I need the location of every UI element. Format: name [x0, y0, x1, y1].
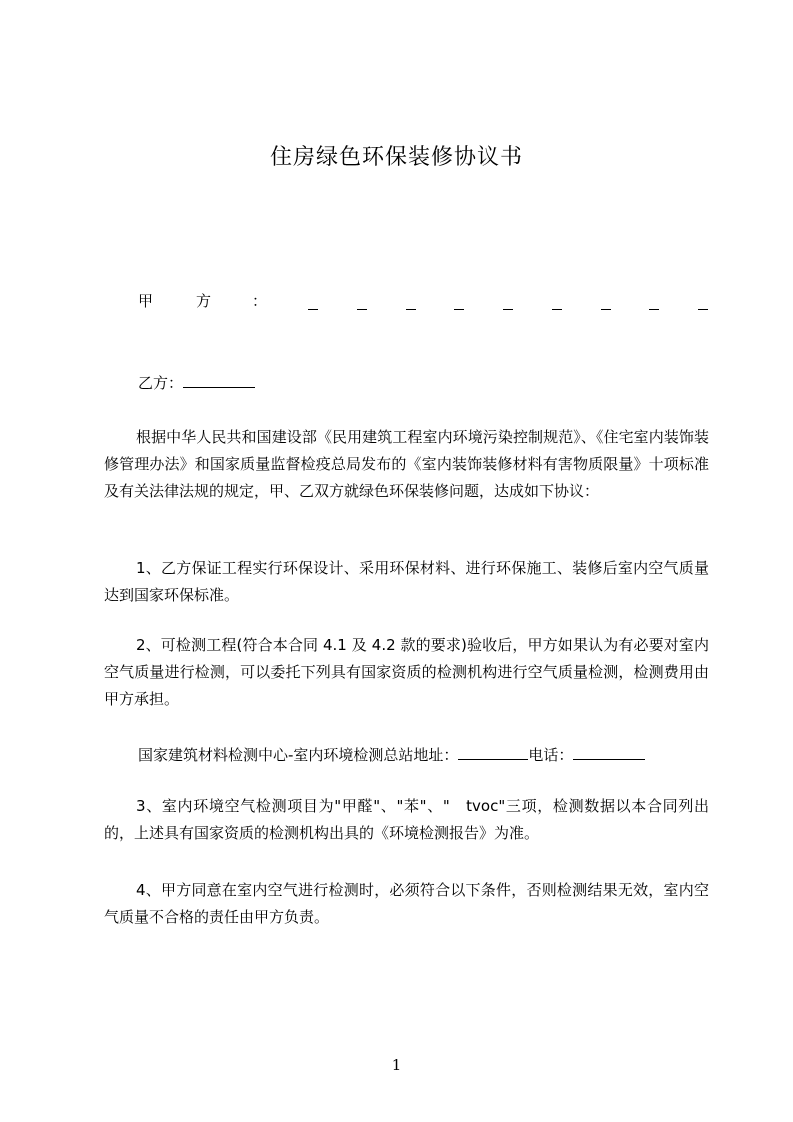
clause-4: 4、甲方同意在室内空气进行检测时，必须符合以下条件，否则检测结果无效，室内空气质量不合格的责任由甲方负责。 — [104, 881, 709, 926]
agency-line — [138, 744, 645, 765]
party-a-colon: ： — [252, 292, 268, 310]
agency-phone-label: 电话： — [528, 746, 574, 764]
party-b-label: 乙方： — [138, 374, 184, 392]
party-a-char-1: 甲 — [138, 292, 154, 310]
party-a-blank — [308, 290, 708, 310]
document-title: 住房绿色环保装修协议书 — [269, 145, 523, 170]
clause-1: 1、乙方保证工程实行环保设计、采用环保材料、进行环保施工、装修后室内空气质量达到国家环保标准。 — [104, 559, 709, 604]
party-a-line — [138, 290, 718, 318]
party-a-char-2: 方 — [196, 292, 212, 310]
agency-phone-blank — [573, 745, 645, 760]
page-number: 1 — [391, 1056, 402, 1074]
party-b-line — [138, 372, 255, 393]
agency-address-blank — [458, 745, 528, 760]
intro-paragraph: 根据中华人民共和国建设部《民用建筑工程室内环境污染控制规范》、《住宅室内装饰装修管理办法》和国家质量监督检疫总局发布的《室内装饰装修材料有害物质限量》十项标准及有关法律法规的规定，甲、乙双方就绿色环保装修问题，达成如下协议： — [104, 428, 709, 500]
clause-3: 3、室内环境空气检测项目为"甲醛"、"苯"、" tvoc"三项，检测数据以本合同列出的，上述具有国家资质的检测机构出具的《环境检测报告》为准。 — [104, 797, 709, 842]
agency-address-label: 国家建筑材料检测中心-室内环境检测总站地址： — [138, 746, 459, 764]
party-b-blank — [183, 373, 255, 388]
clause-2: 2、可检测工程(符合本合同 4.1 及 4.2 款的要求)验收后，甲方如果认为有必要对室内空气质量进行检测，可以委托下列具有国家资质的检测机构进行空气质量检测，检测费用由甲方承担。 — [104, 636, 709, 708]
